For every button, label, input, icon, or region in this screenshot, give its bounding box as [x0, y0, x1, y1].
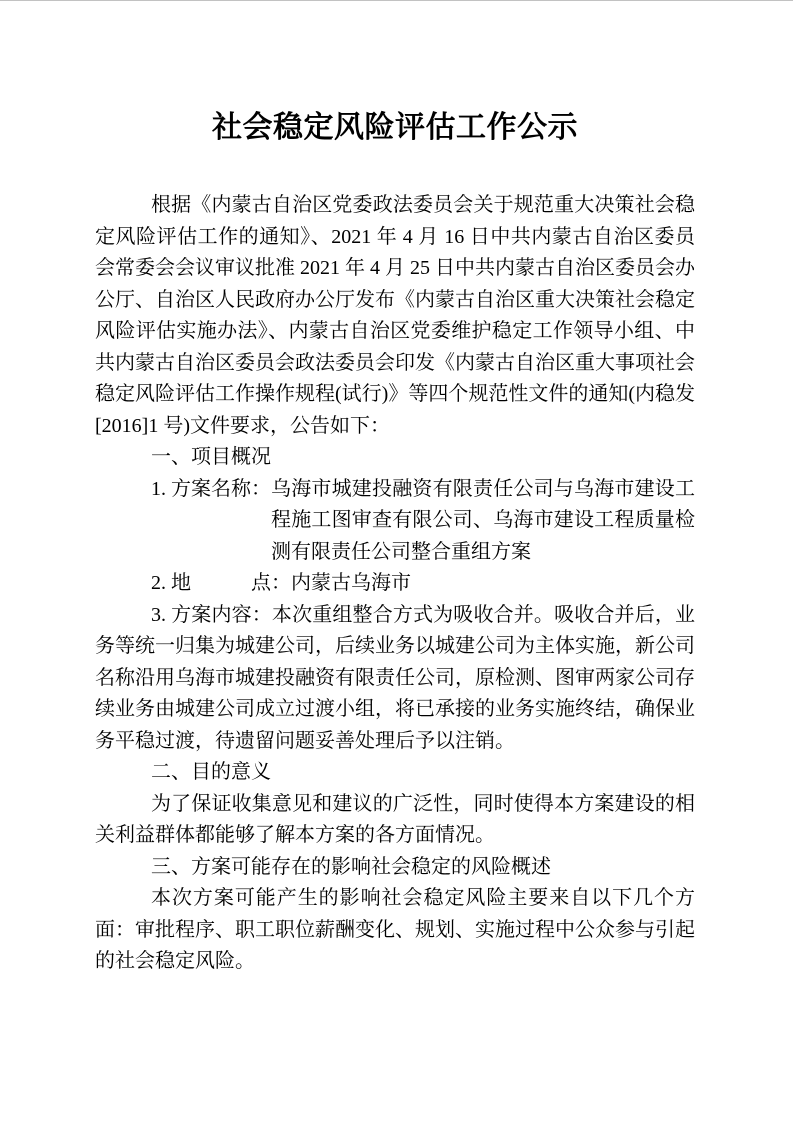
section-2-body: 为了保证收集意见和建议的广泛性，同时使得本方案建设的相关利益群体都能够了解本方案的各方面情况。 [95, 792, 695, 846]
plan-name-label: 1. 方案名称： [151, 477, 271, 500]
section-3-body: 本次方案可能产生的影响社会稳定风险主要来自以下几个方面：审批程序、职工职位薪酬变化、规划、实施过程中公众参与引起的社会稳定风险。 [95, 887, 695, 972]
plan-name-item [95, 474, 695, 569]
plan-name-value: 乌海市城建投融资有限责任公司与乌海市建设工程施工图审查有限公司、乌海市建设工程质量检测有限责任公司整合重组方案 [271, 477, 695, 563]
section-3-heading: 三、方案可能存在的影响社会稳定的风险概述 [151, 855, 551, 878]
section-1-heading: 一、项目概况 [151, 446, 271, 468]
location-item [95, 568, 695, 600]
location-value: 内蒙古乌海市 [291, 572, 411, 594]
section-2-heading: 二、目的意义 [151, 761, 271, 783]
plan-content-paragraph: 3. 方案内容：本次重组整合方式为吸收合并。吸收合并后，业务等统一归集为城建公司，后续业务以城建公司为主体实施，新公司名称沿用乌海市城建投融资有限责任公司，原检测、图审两家公司存续业务由城建公司成立过渡小组，将已承接的业务实施终结，确保业务平稳过渡，待遗留问题妥善处理后予以注销。 [95, 603, 695, 752]
location-label: 2. 地 点： [151, 572, 291, 594]
document-body [95, 190, 695, 978]
intro-paragraph: 根据《内蒙古自治区党委政法委员会关于规范重大决策社会稳定风险评估工作的通知》、2021 年 4 月 16 日中共内蒙古自治区委员会常委会会议审议批准 2021 年 4 月 25 日中共内蒙古自治区委员会办公厅、自治区人民政府办公厅发布《内蒙古自治区重大决策社会稳定风险评估实施办法》、内蒙古自治区党委维护稳定工作领导小组、中共内蒙古自治区委员会政法委员会印发《内蒙古自治区重大事项社会稳定风险评估工作操作规程(试行)》等四个规范性文件的通知(内稳发[2016]1 号)文件要求，公告如下： [95, 194, 695, 437]
document-title: 社会稳定风险评估工作公示 [212, 111, 578, 144]
